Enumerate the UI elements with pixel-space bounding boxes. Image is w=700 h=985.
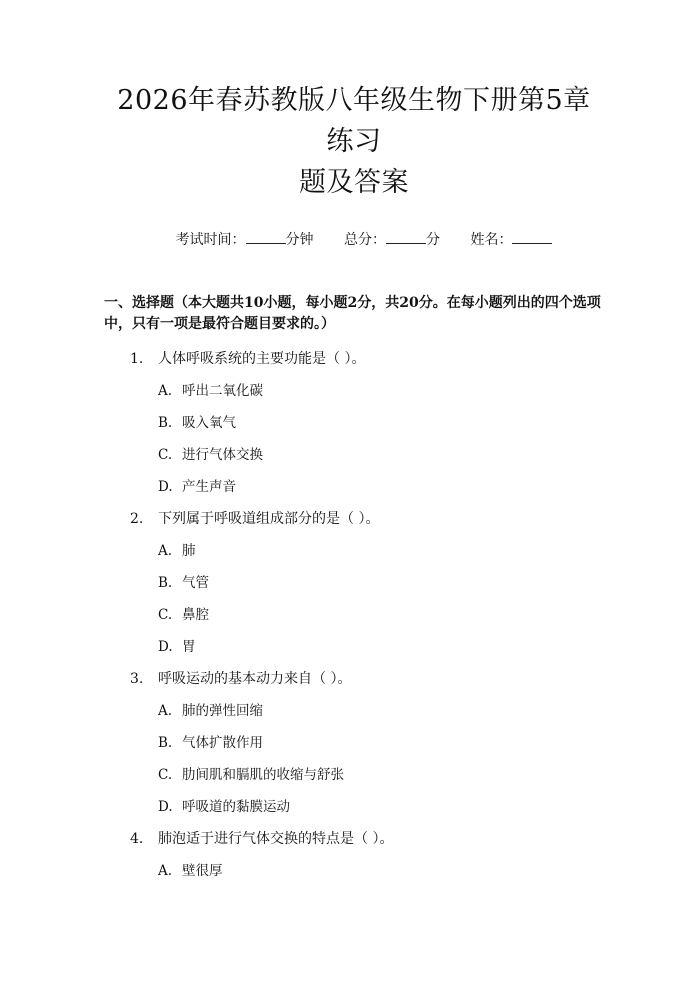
document-page (0, 80, 700, 985)
exam-name (470, 229, 552, 250)
option-text: 呼吸道的黏膜运动 (182, 799, 290, 815)
option-text: 鼻腔 (182, 607, 209, 623)
option-letter: C. (158, 607, 173, 623)
option-text: 气体扩散作用 (182, 735, 263, 751)
option-text: 产生声音 (182, 479, 236, 495)
option-letter: B. (158, 415, 173, 431)
option-2c (104, 605, 604, 625)
option-letter: A. (158, 703, 173, 719)
time-blank (246, 229, 286, 244)
option-letter: A. (158, 383, 173, 399)
question-text: 下列属于呼吸道组成部分的是（ ）。 (158, 511, 380, 527)
question-text: 人体呼吸系统的主要功能是（ ）。 (158, 351, 366, 367)
option-1c (104, 445, 604, 465)
question-number: 2. (130, 511, 144, 527)
option-letter: C. (158, 447, 173, 463)
option-3c (104, 765, 604, 785)
question-3 (104, 669, 604, 689)
option-letter: D. (158, 479, 173, 495)
exam-time (176, 229, 314, 250)
option-text: 进行气体交换 (182, 447, 263, 463)
title-line-1: 2026年春苏教版八年级生物下册第5章练习 (117, 85, 591, 157)
question-list (104, 349, 604, 881)
option-text: 壁很厚 (182, 863, 223, 879)
option-1a (104, 381, 604, 401)
option-2a (104, 541, 604, 561)
score-blank (386, 229, 426, 244)
name-blank (512, 229, 552, 244)
exam-score (344, 229, 440, 250)
option-text: 肺 (182, 543, 196, 559)
question-number: 4. (130, 831, 144, 847)
score-label: 总分： (344, 232, 386, 248)
option-3d (104, 797, 604, 817)
option-letter: B. (158, 735, 173, 751)
question-number: 1. (130, 351, 144, 367)
option-2b (104, 573, 604, 593)
option-text: 呼出二氧化碳 (182, 383, 263, 399)
option-text: 肺的弹性回缩 (182, 703, 263, 719)
option-text: 吸入氧气 (182, 415, 236, 431)
option-letter: A. (158, 863, 173, 879)
option-1d (104, 477, 604, 497)
option-text: 肋间肌和膈肌的收缩与舒张 (182, 767, 344, 783)
option-1b (104, 413, 604, 433)
option-text: 气管 (182, 575, 209, 591)
section-heading: 一、选择题（本大题共10小题，每小题2分，共20分。在每小题列出的四个选项中，只有一项是最符合题目要求的。） (104, 295, 601, 332)
score-unit: 分 (426, 232, 440, 248)
time-label: 考试时间： (175, 232, 246, 248)
exam-meta (104, 229, 604, 250)
question-text: 肺泡适于进行气体交换的特点是（ ）。 (158, 831, 394, 847)
question-number: 3. (130, 671, 144, 687)
question-4 (104, 829, 604, 849)
option-letter: A. (158, 543, 173, 559)
option-3b (104, 733, 604, 753)
option-3a (104, 701, 604, 721)
time-unit: 分钟 (285, 232, 314, 248)
title-line-2: 题及答案 (299, 167, 409, 198)
option-letter: D. (158, 799, 173, 815)
question-text: 呼吸运动的基本动力来自（ ）。 (158, 671, 352, 687)
option-4a (104, 861, 604, 881)
question-1 (104, 349, 604, 369)
option-text: 胃 (182, 639, 196, 655)
name-label: 姓名： (470, 232, 513, 248)
question-2 (104, 509, 604, 529)
document-title (104, 80, 604, 203)
option-letter: B. (158, 575, 173, 591)
option-letter: C. (158, 767, 173, 783)
option-2d (104, 637, 604, 657)
option-letter: D. (158, 639, 173, 655)
